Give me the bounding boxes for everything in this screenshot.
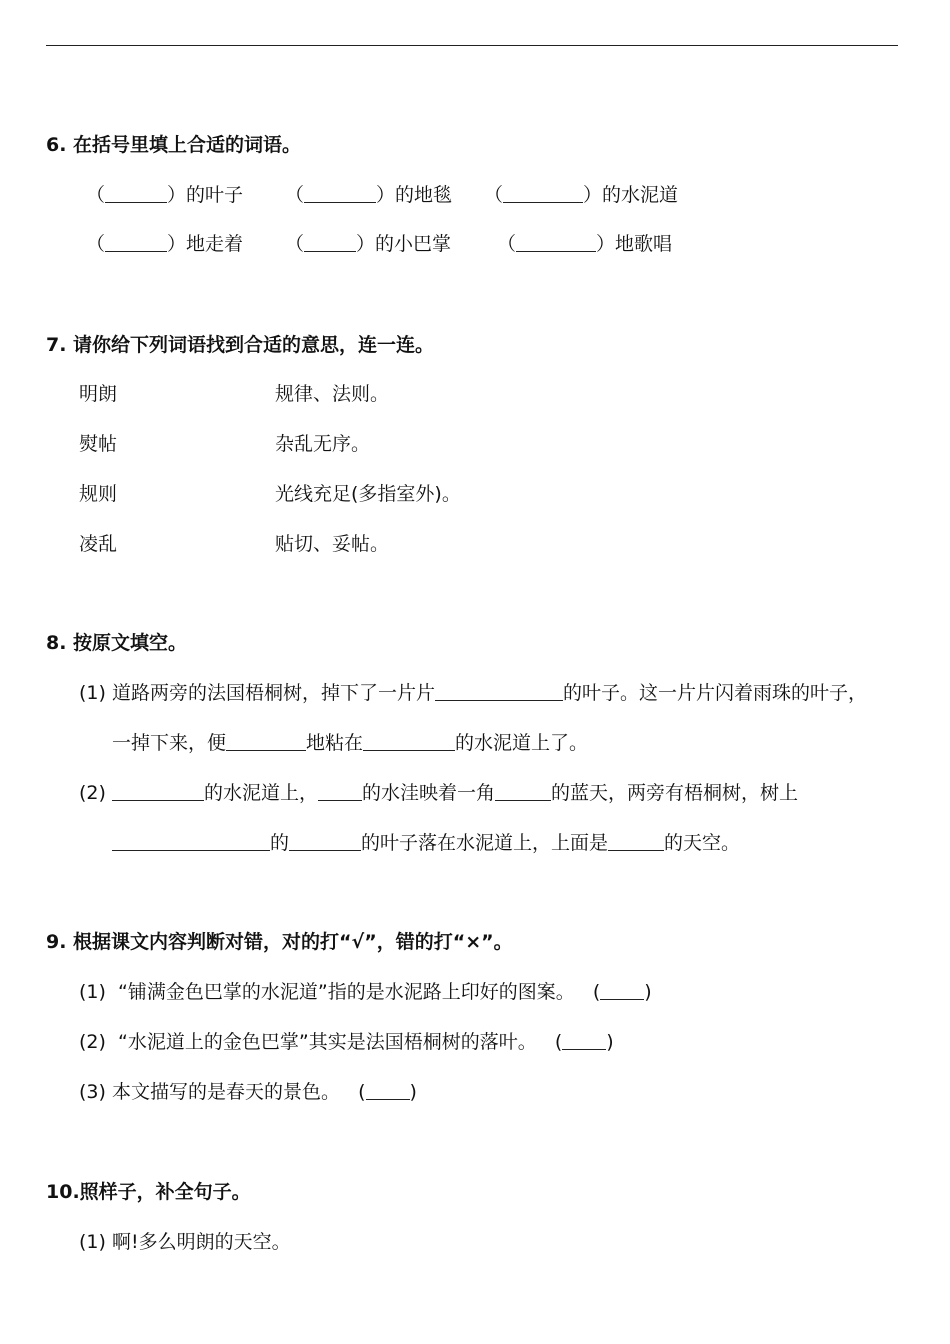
question-8-title: 8. 按原文填空。 — [46, 632, 188, 654]
question-6-title: 6. 在括号里填上合适的词语。 — [46, 134, 302, 156]
q8-item-2-number: (2) — [79, 782, 106, 804]
q7-meaning-3: 光线充足(多指室外)。 — [275, 483, 461, 505]
q9-item-3: (3) 本文描写的是春天的景色。 ( ) — [79, 1081, 417, 1103]
q6-word-4: 地走着 — [186, 233, 244, 255]
q6-word-6: 地歌唱 — [615, 233, 673, 255]
header-rule — [46, 45, 898, 46]
q6-blank-1: （ ）的叶子 — [86, 184, 244, 206]
q7-word-4: 凌乱 — [79, 533, 118, 555]
q8-blank-8 — [289, 832, 361, 851]
question-10-title: 10.照样子，补全句子。 — [46, 1181, 251, 1203]
question-9-title: 9. 根据课文内容判断对错，对的打“√”，错的打“×”。 — [46, 931, 513, 953]
q8-item-1-line-1: (1) 道路两旁的法国梧桐树，掉下了一片片 的叶子。这一片片闪着雨珠的叶子， — [79, 682, 867, 704]
q7-meaning-1: 规律、法则。 — [275, 383, 390, 405]
q7-word-3: 规则 — [79, 483, 118, 505]
q8-item-2-line-1: (2) 的水泥道上， 的水洼映着一角 的蓝天，两旁有梧桐树，树上 — [79, 782, 799, 804]
q6-word-5: 的小巴掌 — [375, 233, 452, 255]
q6-blank-6: （ ）地歌唱 — [497, 233, 673, 255]
q9-item-1: (1) “铺满金色巴掌的水泥道”指的是水泥路上印好的图案。 ( ) — [79, 981, 652, 1003]
q8-blank-2 — [226, 732, 306, 751]
q10-item-1: (1) 啊!多么明朗的天空。 — [79, 1231, 291, 1253]
q8-item-1-number: (1) — [79, 682, 106, 704]
q8-blank-3 — [363, 732, 455, 751]
q7-word-2: 熨帖 — [79, 433, 118, 455]
q6-blank-5: （ ）的小巴掌 — [285, 233, 452, 255]
q8-blank-4 — [112, 782, 204, 801]
q7-word-1: 明朗 — [79, 383, 118, 405]
q8-blank-9 — [608, 832, 664, 851]
q6-word-3: 的水泥道 — [602, 184, 679, 206]
q7-meaning-2: 杂乱无序。 — [275, 433, 371, 455]
q9-item-2: (2) “水泥道上的金色巴掌”其实是法国梧桐树的落叶。 ( ) — [79, 1031, 614, 1053]
question-7-title: 7. 请你给下列词语找到合适的意思，连一连。 — [46, 334, 435, 356]
q8-item-1-line-2: 一掉下来，便 地粘在 的水泥道上了。 — [112, 732, 589, 754]
q6-blank-2: （ ）的地毯 — [285, 184, 453, 206]
q8-blank-7 — [112, 832, 270, 851]
q6-blank-3: （ ）的水泥道 — [484, 184, 679, 206]
q6-blank-4: （ ）地走着 — [86, 233, 244, 255]
q8-blank-5 — [318, 782, 362, 801]
q6-word-2: 的地毯 — [395, 184, 453, 206]
q8-blank-1 — [435, 682, 563, 701]
q7-meaning-4: 贴切、妥帖。 — [275, 533, 390, 555]
q6-word-1: 的叶子 — [186, 184, 244, 206]
q8-item-2-line-2: 的 的叶子落在水泥道上，上面是 的天空。 — [112, 831, 740, 855]
q8-blank-6 — [495, 782, 551, 801]
